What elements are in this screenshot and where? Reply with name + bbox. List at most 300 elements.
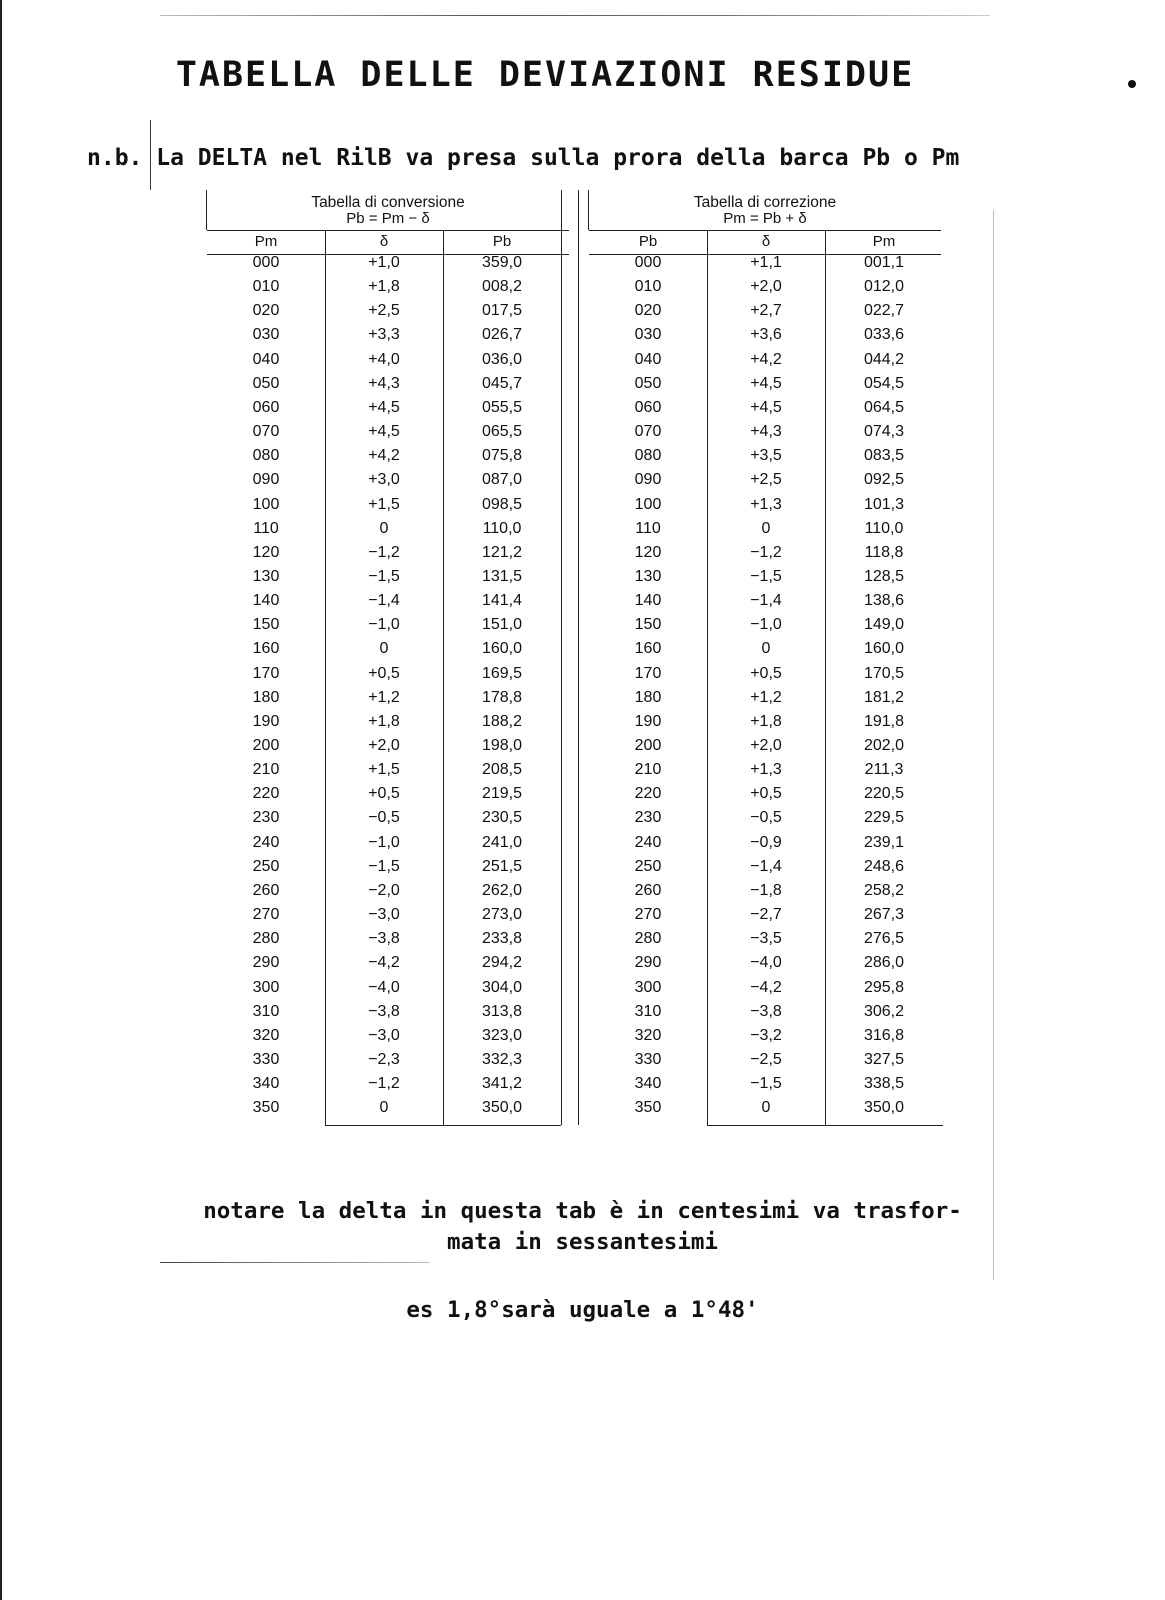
table-cell: 220: [252, 785, 280, 803]
column-header: Pm: [872, 233, 896, 250]
table-frame-right: [561, 190, 562, 1125]
conversion-column-headers: [207, 230, 569, 255]
table-cell: +4,2: [368, 447, 400, 465]
table-cell: 098,5: [481, 495, 523, 513]
table-cell: 138,6: [863, 592, 905, 610]
table-cell: 286,0: [863, 954, 905, 972]
conversion-table-title: Tabella di conversione: [311, 194, 465, 211]
table-row: [589, 809, 941, 833]
table-row: [589, 592, 941, 616]
table-row: [207, 616, 569, 640]
table-row: [589, 1027, 941, 1051]
table-cell: −1,4: [368, 592, 400, 610]
table-cell: 340: [634, 1075, 662, 1093]
table-cell: 270: [252, 906, 280, 924]
table-cell: 110,0: [482, 519, 522, 537]
table-cell: 033,6: [863, 326, 905, 344]
table-cell: 258,2: [863, 881, 905, 899]
column-header: Pb: [492, 233, 512, 250]
table-cell: +3,0: [368, 471, 400, 489]
table-cell: 050: [252, 374, 280, 392]
table-cell: 241,0: [481, 833, 523, 851]
table-cell: 012,0: [863, 278, 905, 296]
table-cell: 202,0: [863, 737, 905, 754]
table-cell: 229,5: [863, 809, 905, 827]
table-row: [207, 713, 569, 737]
table-row: [207, 640, 569, 664]
table-cell: +1,5: [368, 495, 400, 513]
table-row: [589, 979, 941, 1003]
table-cell: 055,5: [481, 398, 523, 416]
table-row: [589, 689, 941, 713]
table-row: [589, 834, 941, 858]
table-cell: 160,0: [481, 640, 523, 658]
table-cell: 332,3: [481, 1050, 523, 1068]
table-cell: 219,5: [481, 785, 523, 803]
table-row: [589, 640, 941, 664]
table-cell: 040: [634, 350, 662, 368]
table-cell: 294,2: [481, 954, 523, 972]
table-cell: +0,5: [750, 664, 782, 682]
table-row: [589, 423, 941, 447]
table-cell: 110: [635, 519, 661, 537]
table-cell: 248,6: [863, 857, 905, 875]
table-cell: 100: [252, 495, 280, 513]
table-cell: 010: [252, 278, 280, 296]
table-cell: 190: [252, 712, 280, 730]
table-cell: +2,0: [750, 278, 782, 296]
table-cell: 141,4: [481, 592, 523, 610]
table-cell: 262,0: [481, 881, 523, 899]
table-cell: −1,8: [750, 881, 782, 899]
note-text: n.b. La DELTA nel RilB va presa sulla prora della barca Pb o Pm: [87, 145, 960, 171]
table-cell: 239,1: [863, 833, 905, 851]
table-cell: 210: [634, 761, 662, 779]
table-cell: 121,2: [481, 543, 523, 561]
table-cell: 300: [634, 978, 662, 996]
table-cell: 083,5: [863, 447, 905, 465]
column-divider: [707, 230, 708, 1125]
table-cell: 030: [252, 326, 280, 344]
right-margin-line: [993, 210, 994, 1280]
table-row: [589, 1003, 941, 1027]
table-cell: 090: [634, 471, 662, 489]
table-cell: 181,2: [863, 688, 905, 706]
page-border: [0, 0, 2, 1600]
table-bottom-line: [325, 1125, 561, 1126]
table-cell: 327,5: [863, 1050, 905, 1068]
table-cell: −3,8: [750, 1002, 782, 1020]
table-row: [207, 302, 569, 326]
table-row: [589, 930, 941, 954]
table-row: [589, 713, 941, 737]
table-row: [207, 399, 569, 423]
table-cell: 341,2: [481, 1075, 523, 1093]
table-cell: −2,7: [750, 906, 782, 924]
table-cell: 300: [252, 978, 280, 996]
table-row: [207, 858, 569, 882]
table-cell: 060: [252, 398, 280, 416]
table-frame-right: [578, 190, 579, 1125]
conversion-table-formula: Pb = Pm − δ: [346, 210, 430, 227]
table-row: [207, 1003, 569, 1027]
table-cell: 160: [252, 640, 280, 658]
table-cell: −3,2: [750, 1026, 782, 1044]
table-cell: −4,2: [750, 978, 782, 996]
table-cell: +1,8: [368, 278, 400, 296]
table-row: [589, 882, 941, 906]
table-row: [589, 761, 941, 785]
table-row: [207, 1075, 569, 1099]
table-cell: +1,0: [368, 254, 400, 271]
table-cell: 040: [252, 350, 280, 368]
table-cell: 310: [634, 1002, 662, 1020]
table-cell: 110,0: [864, 519, 904, 537]
table-cell: −1,0: [368, 616, 400, 634]
table-row: [207, 496, 569, 520]
table-row: [207, 665, 569, 689]
correction-column-headers: [589, 230, 941, 255]
table-cell: 210: [252, 761, 280, 779]
table-cell: 080: [634, 447, 662, 465]
table-cell: 323,0: [481, 1026, 523, 1044]
table-row: [589, 302, 941, 326]
table-cell: 313,8: [481, 1002, 523, 1020]
table-cell: 101,3: [863, 495, 905, 513]
table-cell: 020: [252, 302, 280, 320]
table-cell: −1,5: [750, 1075, 782, 1093]
table-row: [589, 254, 941, 278]
table-row: [207, 375, 569, 399]
table-cell: −3,0: [368, 906, 400, 924]
table-cell: −1,5: [750, 567, 782, 585]
table-cell: +1,5: [368, 761, 400, 779]
table-row: [207, 785, 569, 809]
table-cell: +1,3: [750, 495, 782, 513]
table-cell: 070: [252, 423, 280, 441]
table-row: [207, 254, 569, 278]
table-cell: +0,5: [368, 664, 400, 682]
table-cell: 036,0: [481, 350, 523, 368]
table-row: [207, 930, 569, 954]
table-cell: 276,5: [863, 930, 905, 948]
table-cell: +2,0: [368, 737, 400, 754]
table-row: [589, 326, 941, 350]
table-cell: −1,0: [750, 616, 782, 634]
table-row: [589, 399, 941, 423]
table-cell: 280: [252, 930, 280, 948]
table-cell: 338,5: [863, 1075, 905, 1093]
table-cell: 065,5: [481, 423, 523, 441]
table-cell: 0: [379, 640, 389, 658]
conversion-table-header: [207, 190, 569, 231]
table-cell: 233,8: [481, 930, 523, 948]
table-row: [207, 834, 569, 858]
table-cell: −2,5: [750, 1050, 782, 1068]
table-cell: 230: [252, 809, 280, 827]
table-cell: 260: [252, 881, 280, 899]
table-cell: 280: [634, 930, 662, 948]
table-cell: 070: [634, 423, 662, 441]
table-cell: 150: [252, 616, 280, 634]
correction-table-formula: Pm = Pb + δ: [723, 210, 807, 227]
table-cell: 250: [634, 857, 662, 875]
table-cell: 170,5: [863, 664, 905, 682]
table-cell: 0: [379, 1099, 389, 1117]
table-cell: +1,2: [368, 688, 400, 706]
table-cell: 304,0: [481, 978, 523, 996]
table-cell: 220,5: [863, 785, 905, 803]
table-cell: 0: [761, 640, 771, 658]
table-cell: 320: [252, 1026, 280, 1044]
table-cell: 350,0: [481, 1099, 523, 1117]
table-cell: −1,5: [368, 857, 400, 875]
table-cell: 350,0: [863, 1099, 905, 1117]
table-cell: 087,0: [481, 471, 523, 489]
table-cell: −0,9: [750, 833, 782, 851]
table-cell: 120: [634, 543, 662, 561]
table-cell: −2,0: [368, 881, 400, 899]
ink-dot: [1128, 80, 1136, 88]
table-cell: +4,3: [368, 374, 400, 392]
table-cell: 060: [634, 398, 662, 416]
table-cell: 045,7: [481, 374, 523, 392]
table-row: [207, 326, 569, 350]
table-cell: 010: [634, 278, 662, 296]
table-cell: 211,3: [864, 761, 904, 779]
table-cell: 251,5: [481, 857, 523, 875]
table-cell: −0,5: [750, 809, 782, 827]
table-cell: 0: [379, 519, 389, 537]
table-cell: +2,0: [750, 737, 782, 754]
table-cell: 320: [634, 1026, 662, 1044]
table-cell: 340: [252, 1075, 280, 1093]
table-cell: −1,0: [368, 833, 400, 851]
table-row: [589, 351, 941, 375]
table-cell: 140: [252, 592, 280, 610]
table-cell: 240: [252, 833, 280, 851]
table-row: [207, 544, 569, 568]
table-row: [589, 471, 941, 495]
table-cell: +1,3: [750, 761, 782, 779]
table-cell: +0,5: [750, 785, 782, 803]
table-cell: −1,2: [368, 543, 400, 561]
table-cell: −3,8: [368, 930, 400, 948]
table-cell: 170: [252, 664, 280, 682]
table-cell: 230,5: [481, 809, 523, 827]
table-cell: −1,4: [750, 857, 782, 875]
table-cell: 270: [634, 906, 662, 924]
table-cell: 200: [634, 737, 662, 754]
table-cell: 160,0: [863, 640, 905, 658]
table-cell: −1,2: [368, 1075, 400, 1093]
table-row: [589, 520, 941, 544]
table-row: [589, 665, 941, 689]
table-row: [207, 520, 569, 544]
column-divider: [443, 230, 444, 1125]
table-cell: 128,5: [863, 567, 905, 585]
table-row: [207, 809, 569, 833]
table-frame-left: [206, 190, 207, 230]
correction-table-title: Tabella di correzione: [693, 194, 837, 211]
table-cell: 008,2: [481, 278, 523, 296]
table-cell: 273,0: [481, 906, 523, 924]
table-cell: +0,5: [368, 785, 400, 803]
column-header: δ: [761, 233, 771, 250]
table-cell: +1,1: [750, 254, 782, 271]
table-cell: +2,7: [750, 302, 782, 320]
table-cell: 130: [252, 567, 280, 585]
table-cell: 020: [634, 302, 662, 320]
table-cell: −3,5: [750, 930, 782, 948]
table-row: [589, 1075, 941, 1099]
table-row: [589, 954, 941, 978]
table-cell: 075,8: [481, 447, 523, 465]
table-cell: +3,5: [750, 447, 782, 465]
table-cell: +3,6: [750, 326, 782, 344]
table-cell: 022,7: [863, 302, 905, 320]
footer-example: es 1,8°sarà uguale a 1°48': [406, 1297, 759, 1323]
table-row: [589, 568, 941, 592]
table-cell: 050: [634, 374, 662, 392]
table-cell: −3,0: [368, 1026, 400, 1044]
table-cell: 130: [634, 567, 662, 585]
table-row: [207, 979, 569, 1003]
footer-rule: [160, 1262, 430, 1263]
table-cell: 188,2: [481, 712, 523, 730]
table-cell: 000: [634, 254, 662, 271]
table-cell: 118,8: [864, 543, 904, 561]
column-divider: [325, 230, 326, 1125]
table-cell: 240: [634, 833, 662, 851]
table-cell: 054,5: [863, 374, 905, 392]
table-cell: 026,7: [481, 326, 523, 344]
table-cell: 190: [634, 712, 662, 730]
correction-table-header: [589, 190, 941, 231]
table-row: [207, 737, 569, 761]
table-cell: +4,2: [750, 350, 782, 368]
table-row: [207, 1051, 569, 1075]
table-cell: +1,2: [750, 688, 782, 706]
table-row: [589, 1099, 941, 1123]
footer-note-line2: mata in sessantesimi: [447, 1229, 718, 1255]
table-cell: 267,3: [863, 906, 905, 924]
table-cell: 180: [252, 688, 280, 706]
table-cell: 044,2: [863, 350, 905, 368]
page-title: TABELLA DELLE DEVIAZIONI RESIDUE: [175, 55, 915, 95]
table-row: [589, 278, 941, 302]
table-row: [589, 544, 941, 568]
table-cell: +4,5: [750, 398, 782, 416]
table-row: [207, 954, 569, 978]
table-cell: 260: [634, 881, 662, 899]
table-row: [207, 351, 569, 375]
table-cell: 150: [634, 616, 662, 634]
top-rule: [160, 15, 990, 16]
table-row: [207, 568, 569, 592]
table-cell: 110: [253, 519, 279, 537]
table-row: [589, 737, 941, 761]
table-cell: −4,2: [368, 954, 400, 972]
table-cell: +1,8: [750, 712, 782, 730]
table-row: [589, 858, 941, 882]
table-cell: 359,0: [481, 254, 523, 271]
table-row: [589, 906, 941, 930]
column-header: δ: [379, 233, 389, 250]
table-cell: 100: [634, 495, 662, 513]
table-cell: 120: [252, 543, 280, 561]
table-frame-left: [588, 190, 589, 230]
table-row: [207, 447, 569, 471]
table-cell: −0,5: [368, 809, 400, 827]
table-cell: 330: [252, 1050, 280, 1068]
table-cell: 220: [634, 785, 662, 803]
table-cell: 250: [252, 857, 280, 875]
table-cell: 131,5: [481, 567, 523, 585]
table-cell: +2,5: [368, 302, 400, 320]
table-cell: 151,0: [481, 616, 523, 634]
table-cell: 160: [634, 640, 662, 658]
table-row: [589, 447, 941, 471]
table-cell: 000: [252, 254, 280, 271]
table-row: [589, 785, 941, 809]
table-cell: 316,8: [863, 1026, 905, 1044]
table-cell: +3,3: [368, 326, 400, 344]
table-cell: 0: [761, 1099, 771, 1117]
table-cell: 149,0: [863, 616, 905, 634]
table-cell: 090: [252, 471, 280, 489]
table-cell: 330: [634, 1050, 662, 1068]
table-cell: −4,0: [368, 978, 400, 996]
table-row: [207, 278, 569, 302]
table-cell: −2,3: [368, 1050, 400, 1068]
table-cell: +4,5: [368, 398, 400, 416]
table-cell: 178,8: [481, 688, 523, 706]
table-cell: 180: [634, 688, 662, 706]
table-cell: 064,5: [863, 398, 905, 416]
table-row: [207, 1027, 569, 1051]
table-cell: −1,2: [750, 543, 782, 561]
table-cell: +4,3: [750, 423, 782, 441]
table-cell: 169,5: [481, 664, 523, 682]
footer-note-line1: notare la delta in questa tab è in centesimi va trasfor-: [203, 1198, 962, 1224]
table-cell: 350: [634, 1099, 662, 1117]
table-cell: 310: [252, 1002, 280, 1020]
table-cell: +4,5: [368, 423, 400, 441]
table-cell: 017,5: [481, 302, 523, 320]
column-header: Pb: [638, 233, 658, 250]
table-cell: 208,5: [481, 761, 523, 779]
table-cell: 350: [252, 1099, 280, 1117]
table-cell: +1,8: [368, 712, 400, 730]
table-row: [207, 592, 569, 616]
table-row: [207, 423, 569, 447]
table-row: [589, 496, 941, 520]
table-cell: 001,1: [863, 254, 905, 271]
table-cell: 140: [634, 592, 662, 610]
table-cell: +4,0: [368, 350, 400, 368]
table-row: [589, 1051, 941, 1075]
table-cell: 0: [761, 519, 771, 537]
column-header: Pm: [254, 233, 278, 250]
table-cell: 200: [252, 737, 280, 754]
table-row: [589, 375, 941, 399]
table-row: [207, 1099, 569, 1123]
table-cell: 290: [634, 954, 662, 972]
table-row: [207, 906, 569, 930]
column-divider: [825, 230, 826, 1125]
table-row: [207, 761, 569, 785]
